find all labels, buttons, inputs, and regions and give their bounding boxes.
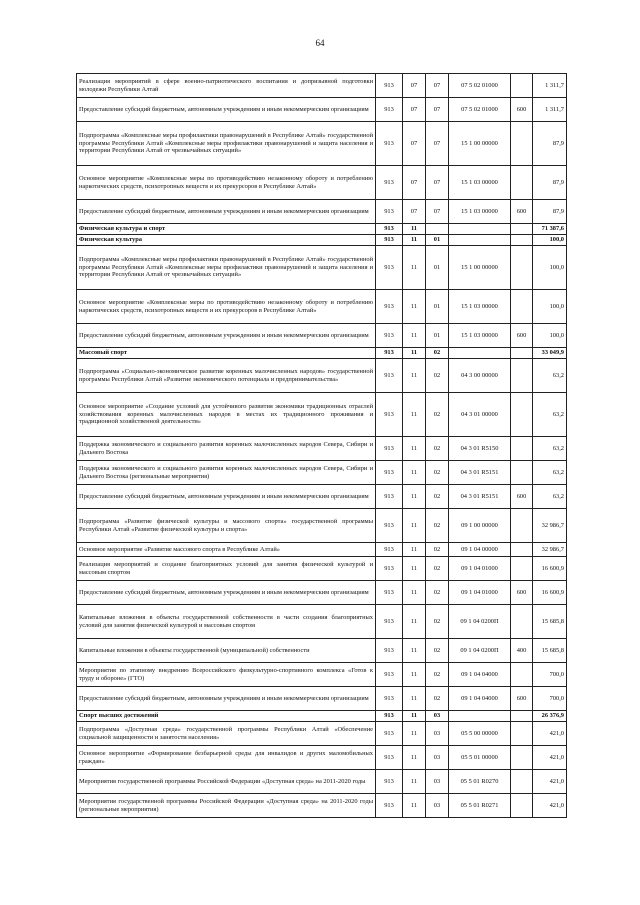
row-subsection-code: 02 [426,639,449,663]
row-name: Подпрограмма «Социально-экономическое развитие коренных малочисленных народов» государственной программы Республики Алтай «Развитие экономического потенциала и предпринимательства» [77,359,376,393]
row-target-article: 09 1 00 00000 [449,509,511,543]
table-row [77,557,567,581]
row-section-code: 11 [403,794,426,818]
row-name: Реализация мероприятий в сфере военно-патриотического воспитания и допризывной подготовки молодежи Республики Алтай [77,74,376,98]
row-subsection-code: 01 [426,235,449,246]
row-grbs-code: 913 [376,746,403,770]
table-row [77,711,567,722]
row-subsection-code: 02 [426,543,449,557]
row-section-code: 07 [403,98,426,122]
row-subsection-code: 03 [426,746,449,770]
row-name: Реализация мероприятий и создание благоприятных условий для занятия физической культурой и массовым спортом [77,557,376,581]
budget-table [76,73,567,818]
table-body [77,74,567,818]
row-section-code: 11 [403,722,426,746]
row-section-code: 11 [403,557,426,581]
row-target-article [449,224,511,235]
row-amount: 32 986,7 [533,509,567,543]
row-name: Предоставление субсидий бюджетным, автономным учреждениям и иным некоммерческим организациям [77,485,376,509]
table-row [77,246,567,290]
row-grbs-code: 913 [376,393,403,437]
row-expense-type [511,246,533,290]
row-name: Подпрограмма «Комплексные меры профилактики правонарушений в Республике Алтай» государственной программы Республики Алтай «Комплексные меры профилактики правонарушений и защита населения и территории Республики Алтай от чрезвычайных ситуаций» [77,246,376,290]
table-row [77,324,567,348]
row-name: Предоставление субсидий бюджетным, автономным учреждениям и иным некоммерческим организациям [77,324,376,348]
row-section-code: 11 [403,663,426,687]
row-name: Мероприятия государственной программы Российской Федерации «Доступная среда» на 2011-2020 годы [77,770,376,794]
table-row [77,200,567,224]
row-amount: 421,0 [533,722,567,746]
row-expense-type: 600 [511,687,533,711]
row-expense-type [511,348,533,359]
row-expense-type [511,461,533,485]
row-section-code: 11 [403,485,426,509]
row-amount: 100,0 [533,246,567,290]
row-amount: 63,2 [533,437,567,461]
row-target-article: 09 1 04 01000 [449,557,511,581]
table-row [77,509,567,543]
table-row [77,485,567,509]
row-amount: 63,2 [533,485,567,509]
row-amount: 87,9 [533,166,567,200]
row-subsection-code: 02 [426,437,449,461]
row-grbs-code: 913 [376,324,403,348]
row-subsection-code: 03 [426,711,449,722]
row-amount: 15 685,8 [533,605,567,639]
table-row [77,461,567,485]
row-subsection-code: 02 [426,348,449,359]
row-expense-type [511,543,533,557]
row-grbs-code: 913 [376,348,403,359]
row-amount: 421,0 [533,794,567,818]
row-name: Физическая культура [77,235,376,246]
table-row [77,235,567,246]
table-row [77,663,567,687]
row-subsection-code: 01 [426,246,449,290]
row-subsection-code: 02 [426,581,449,605]
row-subsection-code: 07 [426,74,449,98]
row-expense-type [511,235,533,246]
row-name: Подпрограмма «Комплексные меры профилактики правонарушений в Республике Алтай» государственной программы Республики Алтай «Комплексные меры профилактики правонарушений и защита населения и территории Республики Алтай от чрезвычайных ситуаций» [77,122,376,166]
row-target-article: 07 5 02 01000 [449,98,511,122]
row-expense-type [511,437,533,461]
row-section-code: 07 [403,166,426,200]
row-section-code: 11 [403,324,426,348]
row-section-code: 11 [403,687,426,711]
row-subsection-code: 03 [426,794,449,818]
row-amount: 26 376,9 [533,711,567,722]
row-subsection-code: 02 [426,509,449,543]
row-expense-type: 600 [511,485,533,509]
row-target-article: 15 1 03 00000 [449,324,511,348]
row-grbs-code: 913 [376,74,403,98]
row-expense-type [511,509,533,543]
row-amount: 100,0 [533,324,567,348]
row-target-article: 05 5 01 00000 [449,746,511,770]
row-expense-type [511,794,533,818]
row-subsection-code: 02 [426,663,449,687]
row-amount: 87,9 [533,200,567,224]
row-target-article: 07 5 02 01000 [449,74,511,98]
row-expense-type: 600 [511,200,533,224]
row-target-article: 04 3 01 R5151 [449,461,511,485]
row-name: Мероприятия по этапному внедрению Всероссийского физкультурно-спортивного комплекса «Готов к труду и обороне» (ГТО) [77,663,376,687]
row-section-code: 11 [403,437,426,461]
row-expense-type [511,711,533,722]
table-row [77,746,567,770]
row-grbs-code: 913 [376,605,403,639]
row-grbs-code: 913 [376,509,403,543]
row-grbs-code: 913 [376,224,403,235]
row-grbs-code: 913 [376,711,403,722]
row-section-code: 11 [403,348,426,359]
row-subsection-code: 02 [426,393,449,437]
table-row [77,98,567,122]
row-target-article: 09 1 04 04000 [449,663,511,687]
table-row [77,224,567,235]
row-subsection-code: 02 [426,461,449,485]
row-section-code: 11 [403,393,426,437]
row-grbs-code: 913 [376,485,403,509]
row-target-article: 04 3 01 R5150 [449,437,511,461]
row-section-code: 11 [403,711,426,722]
row-section-code: 11 [403,605,426,639]
row-section-code: 11 [403,639,426,663]
row-grbs-code: 913 [376,290,403,324]
row-amount: 700,0 [533,663,567,687]
row-expense-type [511,290,533,324]
row-expense-type [511,359,533,393]
row-amount: 33 049,9 [533,348,567,359]
row-expense-type [511,224,533,235]
row-target-article: 15 1 03 00000 [449,166,511,200]
row-target-article: 15 1 00 00000 [449,122,511,166]
table-row [77,348,567,359]
table-row [77,605,567,639]
row-grbs-code: 913 [376,639,403,663]
table-row [77,639,567,663]
row-subsection-code: 07 [426,166,449,200]
row-name: Основное мероприятие «Комплексные меры по противодействию незаконному обороту и потреблению наркотических средств, психотропных веществ и их прекурсоров в Республике Алтай» [77,290,376,324]
row-grbs-code: 913 [376,581,403,605]
row-section-code: 11 [403,746,426,770]
row-amount: 32 986,7 [533,543,567,557]
row-expense-type [511,746,533,770]
row-name: Поддержка экономического и социального развития коренных малочисленных народов Севера, Сибири и Дальнего Востока [77,437,376,461]
row-amount: 63,2 [533,359,567,393]
row-target-article [449,235,511,246]
row-amount: 100,0 [533,290,567,324]
row-target-article: 15 1 03 00000 [449,290,511,324]
row-name: Спорт высших достижений [77,711,376,722]
row-expense-type [511,557,533,581]
row-section-code: 11 [403,224,426,235]
row-amount: 1 311,7 [533,98,567,122]
row-amount: 71 387,6 [533,224,567,235]
row-name: Капитальные вложения в объекты государственной (муниципальной) собственности [77,639,376,663]
row-amount: 16 600,9 [533,557,567,581]
row-section-code: 07 [403,200,426,224]
table-row [77,290,567,324]
row-expense-type [511,605,533,639]
row-grbs-code: 913 [376,722,403,746]
row-name: Предоставление субсидий бюджетным, автономным учреждениям и иным некоммерческим организациям [77,687,376,711]
row-grbs-code: 913 [376,557,403,581]
row-target-article: 04 3 01 R5151 [449,485,511,509]
row-section-code: 11 [403,509,426,543]
row-amount: 15 685,8 [533,639,567,663]
row-name: Массовый спорт [77,348,376,359]
row-target-article: 05 5 01 R0270 [449,770,511,794]
row-name: Физическая культура и спорт [77,224,376,235]
row-target-article: 09 1 04 01000 [449,581,511,605]
row-subsection-code: 07 [426,122,449,166]
row-subsection-code: 02 [426,557,449,581]
table-row [77,359,567,393]
row-grbs-code: 913 [376,166,403,200]
row-subsection-code: 07 [426,98,449,122]
row-expense-type [511,393,533,437]
row-amount: 63,2 [533,393,567,437]
row-subsection-code: 03 [426,770,449,794]
table-row [77,770,567,794]
row-section-code: 11 [403,461,426,485]
row-name: Основное мероприятие «Создание условий для устойчивого развития экономики традиционных отраслей хозяйствования коренных малочисленных народов в местах их традиционного проживания и традиционной хозяйственной деятельности» [77,393,376,437]
row-name: Капитальные вложения в объекты государственной собственности в части создания благоприятных условий для занятия физической культурой и массовым спортом [77,605,376,639]
row-subsection-code: 02 [426,605,449,639]
table-row [77,393,567,437]
row-grbs-code: 913 [376,687,403,711]
row-section-code: 11 [403,543,426,557]
row-target-article: 04 3 00 00000 [449,359,511,393]
row-name: Мероприятия государственной программы Российской Федерации «Доступная среда» на 2011-2020 годы (региональные мероприятия) [77,794,376,818]
row-target-article [449,348,511,359]
row-amount: 421,0 [533,746,567,770]
row-target-article: 15 1 03 00000 [449,200,511,224]
row-grbs-code: 913 [376,794,403,818]
row-amount: 16 600,9 [533,581,567,605]
row-subsection-code: 02 [426,359,449,393]
row-section-code: 07 [403,74,426,98]
row-expense-type [511,722,533,746]
row-section-code: 11 [403,290,426,324]
table-row [77,74,567,98]
row-target-article: 15 1 00 00000 [449,246,511,290]
row-expense-type [511,74,533,98]
row-name: Основное мероприятие «Комплексные меры по противодействию незаконному обороту и потреблению наркотических средств, психотропных веществ и их прекурсоров в Республике Алтай» [77,166,376,200]
row-section-code: 11 [403,359,426,393]
row-grbs-code: 913 [376,246,403,290]
row-section-code: 07 [403,122,426,166]
row-target-article: 05 5 01 R0271 [449,794,511,818]
row-grbs-code: 913 [376,98,403,122]
row-grbs-code: 913 [376,663,403,687]
row-amount: 1 311,7 [533,74,567,98]
table-row [77,437,567,461]
page-number: 64 [315,38,325,48]
row-amount: 63,2 [533,461,567,485]
row-expense-type [511,166,533,200]
table-row [77,722,567,746]
row-name: Основное мероприятие «Развитие массового спорта в Республике Алтай» [77,543,376,557]
row-subsection-code: 02 [426,687,449,711]
row-grbs-code: 913 [376,359,403,393]
row-subsection-code [426,224,449,235]
row-name: Поддержка экономического и социального развития коренных малочисленных народов Севера, Сибири и Дальнего Востока (региональные мероприятия) [77,461,376,485]
table-row [77,543,567,557]
row-expense-type [511,122,533,166]
row-name: Предоставление субсидий бюджетным, автономным учреждениям и иным некоммерческим организациям [77,200,376,224]
row-expense-type: 600 [511,324,533,348]
row-subsection-code: 07 [426,200,449,224]
row-name: Основное мероприятие «Формирование безбарьерной среды для инвалидов и других маломобильных граждан» [77,746,376,770]
row-grbs-code: 913 [376,122,403,166]
table-row [77,166,567,200]
row-subsection-code: 03 [426,722,449,746]
row-subsection-code: 01 [426,290,449,324]
row-target-article: 09 1 04 0200П [449,605,511,639]
row-subsection-code: 01 [426,324,449,348]
row-target-article: 09 1 04 04000 [449,687,511,711]
row-target-article: 09 1 04 0200П [449,639,511,663]
row-grbs-code: 913 [376,770,403,794]
row-name: Предоставление субсидий бюджетным, автономным учреждениям и иным некоммерческим организациям [77,98,376,122]
row-target-article [449,711,511,722]
row-subsection-code: 02 [426,485,449,509]
row-section-code: 11 [403,581,426,605]
table-row [77,122,567,166]
table-row [77,794,567,818]
row-amount: 100,0 [533,235,567,246]
row-section-code: 11 [403,235,426,246]
row-target-article: 05 5 00 00000 [449,722,511,746]
row-expense-type [511,770,533,794]
row-amount: 421,0 [533,770,567,794]
row-section-code: 11 [403,770,426,794]
row-expense-type: 400 [511,639,533,663]
row-expense-type: 600 [511,98,533,122]
row-amount: 700,0 [533,687,567,711]
row-grbs-code: 913 [376,200,403,224]
row-target-article: 09 1 04 00000 [449,543,511,557]
table-row [77,581,567,605]
row-grbs-code: 913 [376,235,403,246]
row-grbs-code: 913 [376,461,403,485]
row-grbs-code: 913 [376,543,403,557]
row-target-article: 04 3 01 00000 [449,393,511,437]
table-row [77,687,567,711]
row-grbs-code: 913 [376,437,403,461]
row-name: Подпрограмма «Доступная среда» государственной программы Республики Алтай «Обеспечение социальной защищенности и занятости населения» [77,722,376,746]
row-name: Предоставление субсидий бюджетным, автономным учреждениям и иным некоммерческим организациям [77,581,376,605]
row-name: Подпрограмма «Развитие физической культуры и массового спорта» государственной программы Республики Алтай «Развитие физической культуры и спорта» [77,509,376,543]
row-expense-type: 600 [511,581,533,605]
row-amount: 87,9 [533,122,567,166]
row-section-code: 11 [403,246,426,290]
row-expense-type [511,663,533,687]
